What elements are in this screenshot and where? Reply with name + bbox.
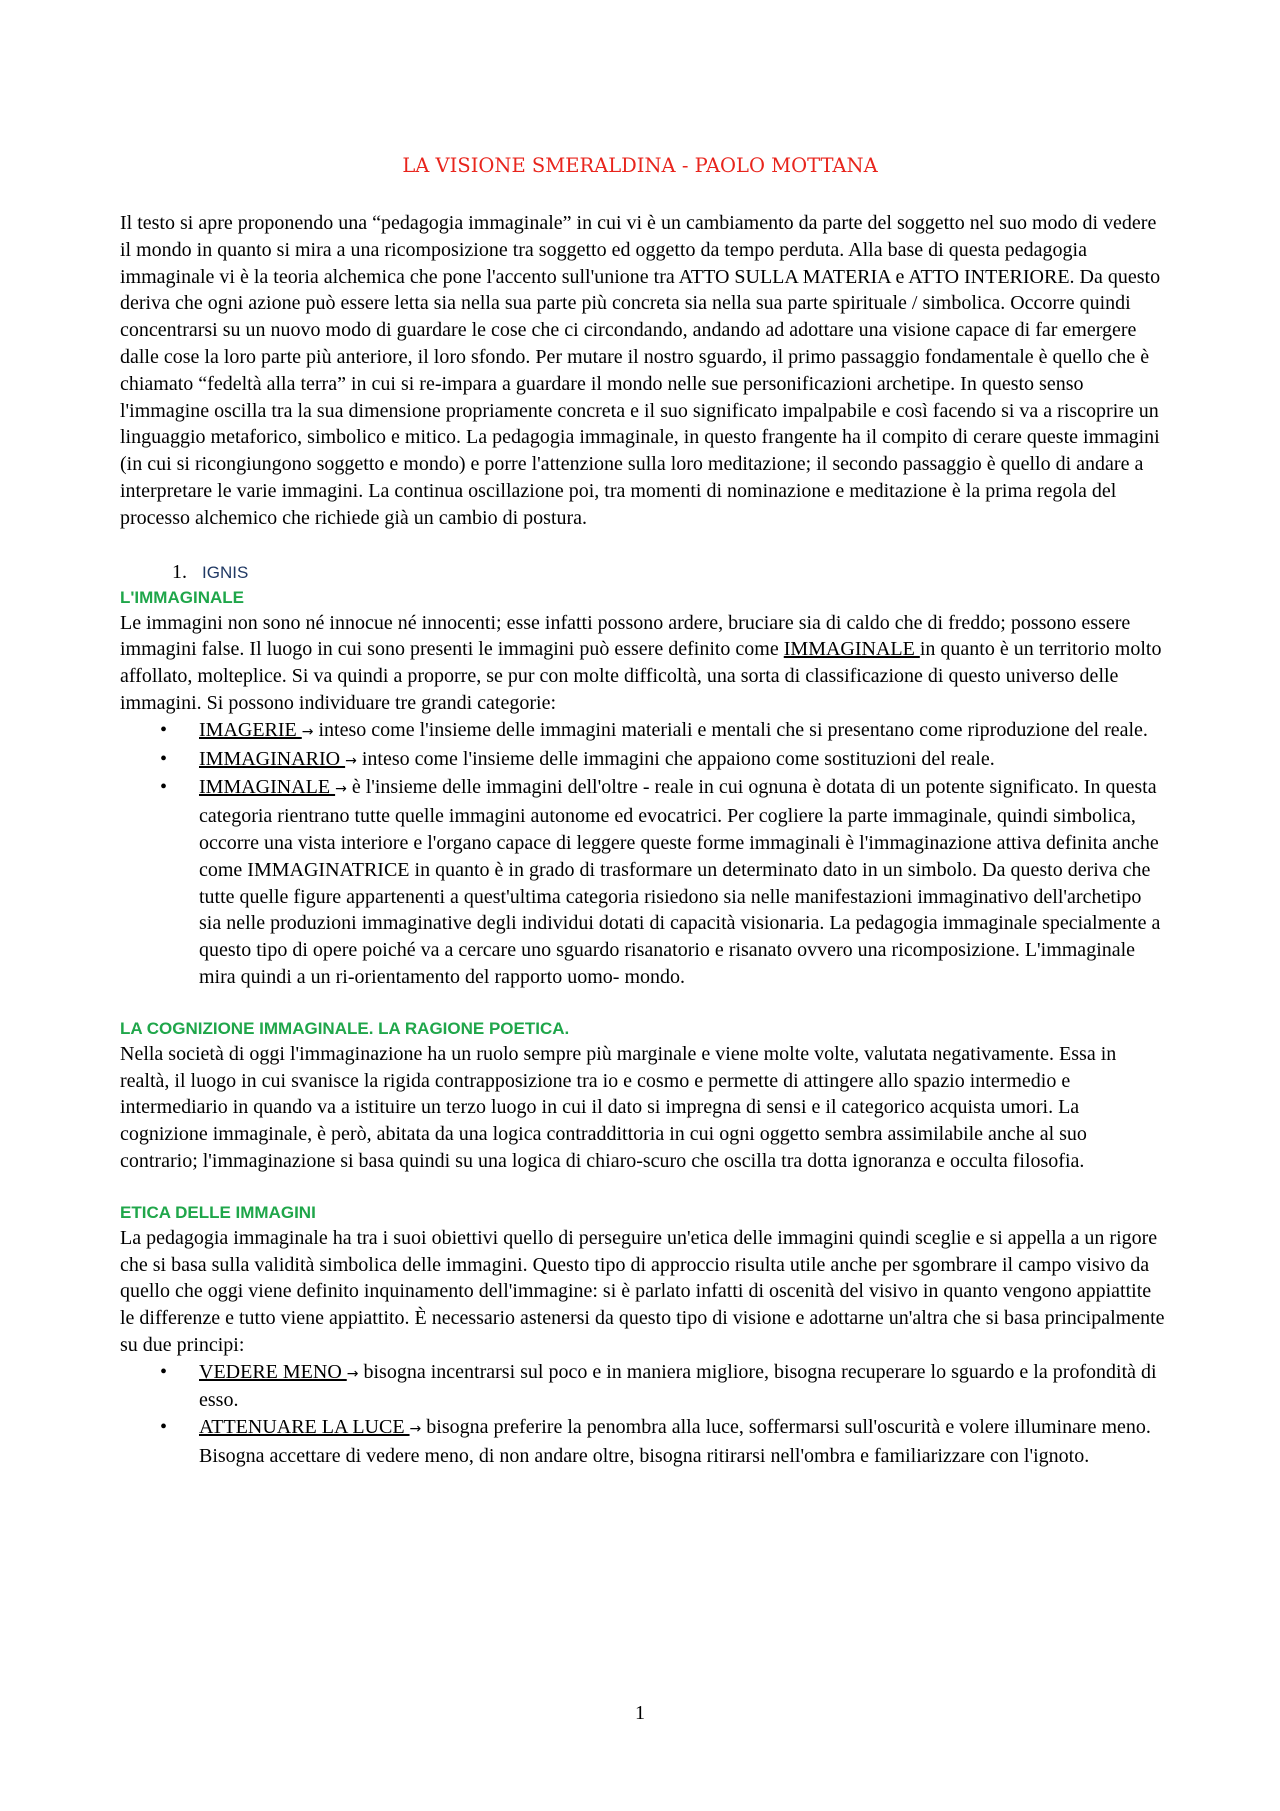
bullet: • bbox=[160, 718, 168, 741]
bullet-term: ATTENUARE LA LUCE bbox=[199, 1416, 410, 1439]
bullet-term: VEDERE MENO bbox=[199, 1360, 347, 1383]
list-item: • IMMAGINALE → è l'insieme delle immagini dell'oltre - reale in cui ognuna è dotata di un potente significato. In questa categoria rientrano tutte quelle immagini autonome ed evocatrici. Per cogliere la parte immaginale, quindi simbolica, occorre una vista interiore e l'organo capace di leggere queste forme immaginali è l'immaginazione attiva definita anche come IMMAGINATRICE in quanto è in grado di trasformare un determinato dato in un simbolo. Da questo deriva che tutte quelle figure appartenenti a quest'ultima categoria risiedono sia nelle manifestazioni immaginativo dell'archetipo sia nelle produzioni immaginative degli individui dotati di capacità visionaria. La pedagogia immaginale specialmente a questo tipo di opere poiché va a cercare uno sguardo risanatorio e risanato ovvero una ricomposizione. L'immaginale mira quindi a un ri-orientamento del rapporto uomo- mondo. bbox=[160, 776, 1161, 988]
bullet: • bbox=[160, 1360, 168, 1383]
page-number: 1 bbox=[635, 1702, 645, 1724]
immaginale-paragraph: Le immagini non sono né innocue né innocenti; esse infatti possono ardere, bruciare sia di caldo che di freddo; possono essere immagini false. Il luogo in cui sono presenti le immagini può essere definito come IMMAGINALE in quanto è un territorio molto affollato, molteplice. Si va quindi a proporre, se pur con molte difficoltà, una sorta di classificazione di questo universo delle immagini. Si possono individuare tre grandi categorie: bbox=[120, 611, 1162, 714]
bullet: • bbox=[160, 776, 168, 799]
list-number: 1. bbox=[172, 560, 187, 583]
arrow-icon: → bbox=[345, 752, 357, 769]
categories-list bbox=[120, 717, 1165, 991]
list-item: • VEDERE MENO → bisogna incentrarsi sul poco e in maniera migliore, bisogna recuperare lo sguardo e la profondità di esso. bbox=[160, 1360, 1157, 1412]
arrow-icon: → bbox=[409, 1421, 422, 1438]
heading-etica: ETICA DELLE IMMAGINI bbox=[120, 1202, 316, 1222]
arrow-icon: → bbox=[335, 781, 347, 798]
numbered-item-ignis bbox=[120, 559, 1165, 586]
document-body bbox=[120, 210, 1165, 1470]
bullet: • bbox=[160, 1416, 168, 1439]
arrow-icon: → bbox=[346, 1365, 359, 1382]
arrow-icon: → bbox=[301, 723, 314, 740]
etica-paragraph: La pedagogia immaginale ha tra i suoi obiettivi quello di perseguire un'etica delle immagini quindi sceglie e si appella a un rigore che si basa sulla validità simbolica delle immagini. Questo tipo di approccio risulta utile anche per sgombrare il campo visivo da quello che oggi viene definito inquinamento dell'immagine: si è parlato infatti di oscenità del visivo in quanto vengono appiattite le differenze e tutto viene appiattito. È necessario astenersi da questo tipo di visione e adottarne un'altra che si basa principalmente su due principi: bbox=[120, 1226, 1165, 1356]
list-item: • IMMAGINARIO → inteso come l'insieme delle immagini che appaiono come sostituzioni del reale. bbox=[120, 746, 1165, 775]
principles-list bbox=[120, 1359, 1165, 1470]
list-item: • IMAGERIE → inteso come l'insieme delle immagini materiali e mentali che si presentano come riproduzione del reale. bbox=[120, 717, 1165, 746]
heading-cognizione: LA COGNIZIONE IMMAGINALE. LA RAGIONE POETICA. bbox=[120, 1018, 570, 1038]
heading-immaginale: L'IMMAGINALE bbox=[120, 587, 244, 607]
bullet-term: IMMAGINARIO bbox=[199, 747, 346, 770]
document-title: LA VISIONE SMERALDINA - PAOLO MOTTANA bbox=[402, 154, 878, 177]
bullet-term: IMMAGINALE bbox=[199, 776, 336, 799]
list-item: • ATTENUARE LA LUCE → bisogna preferire la penombra alla luce, soffermarsi sull'oscurità e volere illuminare meno. Bisogna accettare di vedere meno, di non andare oltre, bisogna ritirarsi nell'ombra e familiarizzare con l'ignoto. bbox=[160, 1416, 1151, 1468]
intro-paragraph: Il testo si apre proponendo una “pedagogia immaginale” in cui vi è un cambiamento da parte del soggetto nel suo modo di vedere il mondo in quanto si mira a una ricomposizione tra soggetto ed oggetto da tempo perduta. Alla base di questa pedagogia immaginale vi è la teoria alchemica che pone l'accento sull'unione tra ATTO SULLA MATERIA e ATTO INTERIORE. Da questo deriva che ogni azione può essere letta sia nella sua parte più concreta sia nella sua parte spirituale / simbolica. Occorre quindi concentrarsi su un nuovo modo di guardare le cose che ci circondando, andando ad adottare una visione capace di far emergere dalle cose la loro parte più anteriore, il loro sfondo. Per mutare il nostro sguardo, il primo passaggio fondamentale è quello che è chiamato “fedeltà alla terra” in cui si re-impara a guardare il mondo nelle sue personificazioni archetipe. In questo senso l'immagine oscilla tra la sua dimensione propriamente concreta e il suo significato impalpabile e così facendo si va a riscoprire un linguaggio metaforico, simbolico e mitico. La pedagogia immaginale, in questo frangente ha il compito di cerare queste immagini (in cui si ricongiungono soggetto e mondo) e porre l'attenzione sulla loro meditazione; il secondo passaggio è quello di andare a interpretare le varie immagini. La continua oscillazione poi, tra momenti di nominazione e meditazione è la prima regola del processo alchemico che richiede già un cambio di postura. bbox=[120, 212, 1161, 529]
term-immaginale: IMMAGINALE bbox=[783, 638, 920, 661]
bullet-term: IMAGERIE bbox=[199, 718, 302, 741]
bullet: • bbox=[160, 747, 168, 770]
cognizione-paragraph: Nella società di oggi l'immaginazione ha un ruolo sempre più marginale e viene molte volte, valutata negativamente. Essa in realtà, il luogo in cui svanisce la rigida contrapposizione tra io e cosmo e permette di attingere allo spazio intermedio e intermediario in quando va a istituire un terzo luogo in cui il dato si impregna di sensi e il categorico acquista umori. La cognizione immaginale, è però, abitata da una logica contraddittoria in cui ogni oggetto sembra assimilabile anche al suo contrario; l'immaginazione si basa quindi su una logica di chiaro-scuro che oscilla tra dotta ignoranza e occulta filosofia. bbox=[120, 1042, 1117, 1172]
list-label: IGNIS bbox=[202, 562, 249, 582]
